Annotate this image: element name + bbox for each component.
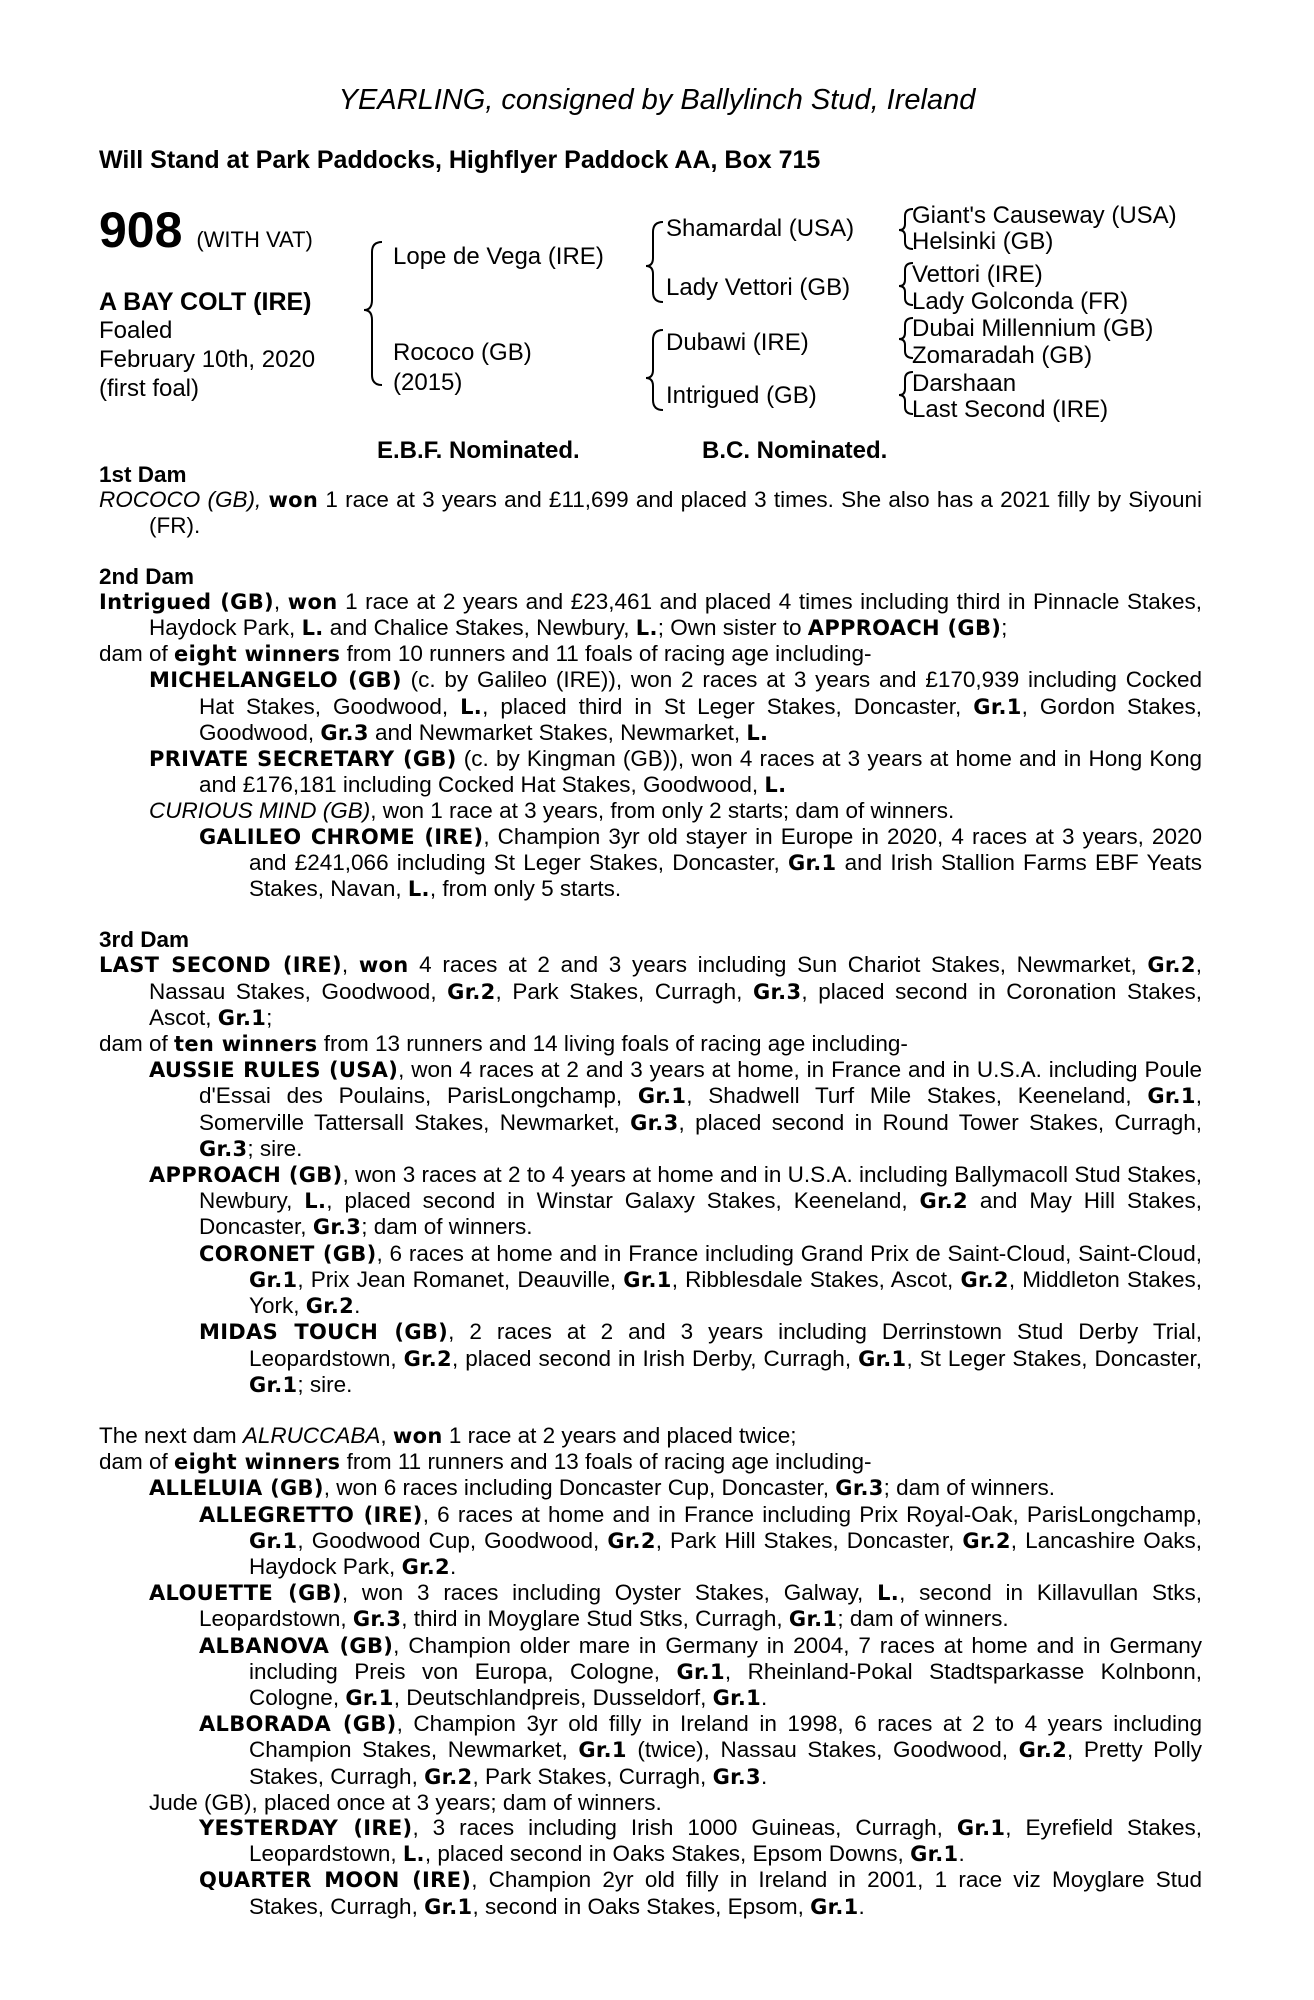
third-dam-heading: 3rd Dam [99,927,190,953]
produce-yesterday: YESTERDAY (IRE), 3 races including Irish 1000 Guineas, Curragh, Gr.1, Eyrefield Stakes, Leopardstown, L., placed second in Oaks Stakes, Epsom Downs, Gr.1. [199,1814,1203,1867]
bc-nomination: B.C. Nominated. [702,437,888,464]
produce-alouette: ALOUETTE (GB), won 3 races including Oyster Stakes, Galway, L., second in Killavullan Stks, Leopardstown, Gr.3, third in Moyglare Stud Stks, Curragh, Gr.1; dam of winners. [149,1580,1202,1632]
ggs-8: Last Second (IRE) [912,396,1109,423]
stand-location: Will Stand at Park Paddocks, Highflyer Paddock AA, Box 715 [99,146,821,174]
sire-sire: Shamardal (USA) [666,215,855,242]
foaled-date: February 10th, 2020 [99,346,316,373]
produce-alborada: ALBORADA (GB), Champion 3yr old filly in Ireland in 1998, 6 races at 2 to 4 years including Champion Stakes, Newmarket, Gr.1 (twice), Nassau Stakes, Goodwood, Gr.2, Pretty Polly Stakes, Curragh, Gr.2, Park Stakes, Curragh, Gr.3. [199,1711,1203,1789]
produce-coronet: CORONET (GB), 6 races at home and in France including Grand Prix de Saint-Cloud, Saint-Cloud, Gr.1, Prix Jean Romanet, Deauville, Gr.1, Ribblesdale Stakes, Ascot, Gr.2, Middleton Stakes, York, Gr.2. [199,1240,1202,1319]
ggs-1: Giant's Causeway (USA) [912,202,1177,229]
dam: Rococo (GB) [393,339,532,366]
next-dam-text: The next dam ALRUCCABA, won 1 race at 2 years and placed twice; [99,1422,797,1448]
ebf-nomination: E.B.F. Nominated. [377,437,580,464]
dam-dam: Intrigued (GB) [666,382,817,409]
produce-private-secretary: PRIVATE SECRETARY (GB) (c. by Kingman (GB)), won 4 races at 3 years at home and in Hong Kong and £176,181 including Cocked Hat Stakes, Goodwood, L. [149,746,1202,798]
second-dam-produce: dam of eight winners from 10 runners and 11 foals of racing age including- [99,641,872,667]
dam-year: (2015) [393,369,463,396]
produce-allegretto: ALLEGRETTO (IRE), 6 races at home and in France including Prix Royal-Oak, ParisLongchamp, Gr.1, Goodwood Cup, Goodwood, Gr.2, Park Hill Stakes, Doncaster, Gr.2, Lancashire Oaks, Haydock Park, Gr.2. [199,1501,1203,1579]
ggs-7: Darshaan [912,370,1017,397]
produce-albanova: ALBANOVA (GB), Champion older mare in Germany in 2004, 7 races at home and in Germany including Preis von Europa, Cologne, Gr.1, Rheinland-Pokal Stadtsparkasse Kolnbonn, Cologne, Gr.1, Deutschlandpreis, Dusseldorf, Gr.1. [199,1632,1203,1710]
foal-note: (first foal) [99,375,200,402]
produce-approach: APPROACH (GB), won 3 races at 2 to 4 years at home and in U.S.A. including Ballymacoll Stud Stakes, Newbury, L., placed second in Winstar Galaxy Stakes, Keeneland, Gr.2 and May Hill Stakes, Doncaster, Gr.3; dam of winners. [149,1162,1202,1240]
produce-michelangelo: MICHELANGELO (GB) (c. by Galileo (IRE)), won 2 races at 3 years and £170,939 including Cocked Hat Stakes, Goodwood, L., placed third in St Leger Stakes, Doncaster, Gr.1, Gordon Stakes, Goodwood, Gr.3 and Newmarket Stakes, Newmarket, L. [149,667,1202,745]
first-dam-text: ROCOCO (GB), won 1 race at 3 years and £11,699 and placed 3 times. She also has a 2021 filly by Siyouni (FR). [99,487,1202,539]
vat-note: (WITH VAT) [196,227,313,252]
produce-curious-mind: CURIOUS MIND (GB), won 1 race at 3 years, from only 2 starts; dam of winners. [149,798,955,824]
second-dam-heading: 2nd Dam [99,563,195,589]
catalogue-body [99,462,1202,1920]
ggs-5: Dubai Millennium (GB) [912,315,1154,342]
ggs-2: Helsinki (GB) [912,228,1054,255]
first-dam-heading: 1st Dam [99,462,187,487]
lot-number-value: 908 [99,202,183,258]
produce-midas-touch: MIDAS TOUCH (GB), 2 races at 2 and 3 years including Derrinstown Stud Derby Trial, Leopardstown, Gr.2, placed second in Irish Derby, Curragh, Gr.1, St Leger Stakes, Doncaster, Gr.1; sire. [199,1319,1202,1397]
third-dam-produce: dam of ten winners from 13 runners and 14 living foals of racing age including- [99,1031,908,1057]
consignor-line: YEARLING, consigned by Ballylinch Stud, Ireland [338,84,976,116]
sire: Lope de Vega (IRE) [393,243,604,270]
ggs-4: Lady Golconda (FR) [912,288,1129,315]
foaled-label: Foaled [99,317,173,344]
horse-description: A BAY COLT (IRE) [99,288,312,316]
second-dam-text: Intrigued (GB), won 1 race at 2 years and £23,461 and placed 4 times including third in Pinnacle Stakes, Haydock Park, L. and Chalice Stakes, Newbury, L.; Own sister to APPROACH (GB); [99,588,1202,641]
next-dam-produce: dam of eight winners from 11 runners and 13 foals of racing age including- [99,1449,872,1475]
produce-alleluia: ALLELUIA (GB), won 6 races including Doncaster Cup, Doncaster, Gr.3; dam of winners. [149,1475,1055,1501]
produce-aussie-rules: AUSSIE RULES (USA), won 4 races at 2 and 3 years at home, in France and in U.S.A. including Poule d'Essai des Poulains, ParisLongchamp, Gr.1, Shadwell Turf Mile Stakes, Keeneland, Gr.1, Somerville Tattersall Stakes, Newmarket, Gr.3, placed second in Round Tower Stakes, Curragh, Gr.3; sire. [149,1057,1203,1161]
ggs-6: Zomaradah (GB) [912,342,1093,369]
produce-quarter-moon: QUARTER MOON (IRE), Champion 2yr old filly in Ireland in 2001, 1 race viz Moyglare Stud Stakes, Curragh, Gr.1, second in Oaks Stakes, Epsom, Gr.1. [199,1867,1202,1919]
dam-sire: Dubawi (IRE) [666,329,809,356]
third-dam-text: LAST SECOND (IRE), won 4 races at 2 and 3 years including Sun Chariot Stakes, Newmarket, Gr.2, Nassau Stakes, Goodwood, Gr.2, Park Stakes, Curragh, Gr.3, placed second in Coronation Stakes, Ascot, Gr.1; [99,952,1203,1030]
ggs-3: Vettori (IRE) [912,261,1043,288]
produce-jude: Jude (GB), placed once at 3 years; dam of winners. [149,1789,662,1815]
produce-galileo-chrome: GALILEO CHROME (IRE), Champion 3yr old stayer in Europe in 2020, 4 races at 3 years, 2020 and £241,066 including St Leger Stakes, Doncaster, Gr.1 and Irish Stallion Farms EBF Yeats Stakes, Navan, L., from only 5 starts. [199,823,1202,902]
pedigree-brackets [0,0,1314,460]
sire-dam: Lady Vettori (GB) [666,274,851,301]
